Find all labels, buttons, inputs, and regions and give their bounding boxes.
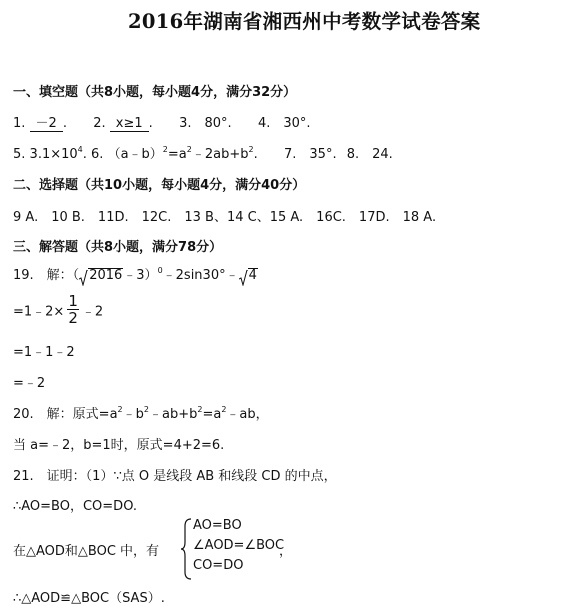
section-solve-heading: 三、解答题（共8小题，满分78分）	[13, 240, 223, 255]
q6-part-b: =a	[167, 147, 187, 162]
fraction-numerator: 1	[68, 292, 78, 310]
q19-line-3: =1﹣1﹣2	[13, 345, 75, 360]
q21-system-lead: 在△AOD和△BOC 中，有	[13, 544, 160, 559]
section-fill-heading: 一、填空题（共8小题，每小题4分，满分32分）	[13, 85, 297, 100]
q4-answer: 4. 30°.	[257, 116, 311, 131]
fill-row-1: 1. －2 . 2. x≥1 . 3. 80°. 4. 30°.	[13, 116, 311, 131]
radicand-2016: 2016	[89, 268, 123, 283]
q7-answer: 7. 35°.	[284, 147, 337, 162]
q5-period: .	[82, 147, 87, 162]
q5-answer-base: 3.1×10	[29, 147, 78, 162]
q6-part-c: ﹣2ab+b	[191, 147, 249, 162]
q8-answer: 8. 24.	[346, 147, 393, 162]
q19-line-1	[13, 264, 258, 283]
q2-number: 2.	[93, 116, 106, 131]
q20-l1-c: ﹣ab+b	[149, 407, 198, 422]
q21-line-1: 21. 证明：（1）∵点 O 是线段 AB 和线段 CD 的中点，	[13, 469, 337, 484]
q20-line-1	[13, 403, 269, 422]
q19-mid: ﹣3）	[123, 268, 158, 283]
q19-l2-b: ﹣2	[81, 304, 104, 320]
q19-line-2	[13, 294, 103, 326]
q19-exp-zero: 0	[157, 266, 163, 275]
q5-exponent: 4	[77, 145, 83, 154]
section-choice-heading: 二、选择题（共10小题，每小题4分，满分40分）	[13, 178, 306, 193]
q3-answer: 3. 80°.	[179, 116, 232, 131]
q21-system-line-2: ∠AOD=∠BOC	[193, 538, 285, 553]
page-title: 2016年湖南省湘西州中考数学试卷答案	[128, 10, 481, 33]
q6-exp-2: 2	[186, 145, 192, 154]
q5-number: 5.	[13, 147, 26, 162]
q19-after: ﹣2sin30°﹣	[162, 268, 239, 283]
q20-exp-4: 2	[221, 405, 227, 414]
radicand-4: 4	[248, 268, 257, 283]
q21-system-line-1: AO=BO	[193, 518, 242, 533]
q1-number: 1.	[13, 116, 26, 131]
q20-l1-e: ﹣ab，	[226, 407, 269, 422]
q20-exp-1: 2	[117, 405, 123, 414]
q6-number: 6.	[91, 147, 104, 162]
left-brace-icon	[180, 518, 192, 580]
q21-system-line-3: CO=DO	[193, 558, 244, 573]
q20-line-2: 当 a=﹣2，b=1时，原式=4+2=6.	[13, 438, 225, 453]
choice-answers: 9 A. 10 B. 11D. 12C. 13 B、14 C、15 A. 16C. 17D. 18 A.	[13, 210, 437, 225]
q20-l1-b: ﹣b	[122, 407, 144, 422]
q19-l2-a: =1﹣2×	[13, 304, 65, 320]
q20-l1-a: 20. 解：原式=a	[13, 407, 118, 422]
q21-system-lines	[193, 516, 284, 576]
q6-part-a: （a﹣b）	[107, 147, 163, 162]
q6-exp-1: 2	[162, 145, 168, 154]
q6-exp-3: 2	[248, 145, 254, 154]
sqrt-2016	[79, 268, 123, 283]
q2-answer: x≥1	[110, 117, 149, 132]
fraction-one-half	[67, 294, 79, 326]
q6-part-d: .	[253, 147, 258, 162]
q21-line-4: ∴△AOD≌△BOC（SAS）.	[13, 591, 165, 606]
q21-line-2: ∴AO=BO，CO=DO.	[13, 499, 138, 514]
fraction-denominator: 2	[68, 309, 78, 327]
q21-system-tail: ，	[279, 544, 293, 559]
q20-exp-3: 2	[197, 405, 203, 414]
fill-row-2	[13, 143, 393, 162]
sqrt-4	[239, 268, 258, 283]
q20-exp-2: 2	[143, 405, 149, 414]
q19-head: 19. 解：（	[13, 268, 80, 283]
q20-l1-d: =a	[202, 407, 222, 422]
q19-line-4: =﹣2	[13, 376, 46, 391]
q1-answer: －2	[30, 117, 63, 132]
